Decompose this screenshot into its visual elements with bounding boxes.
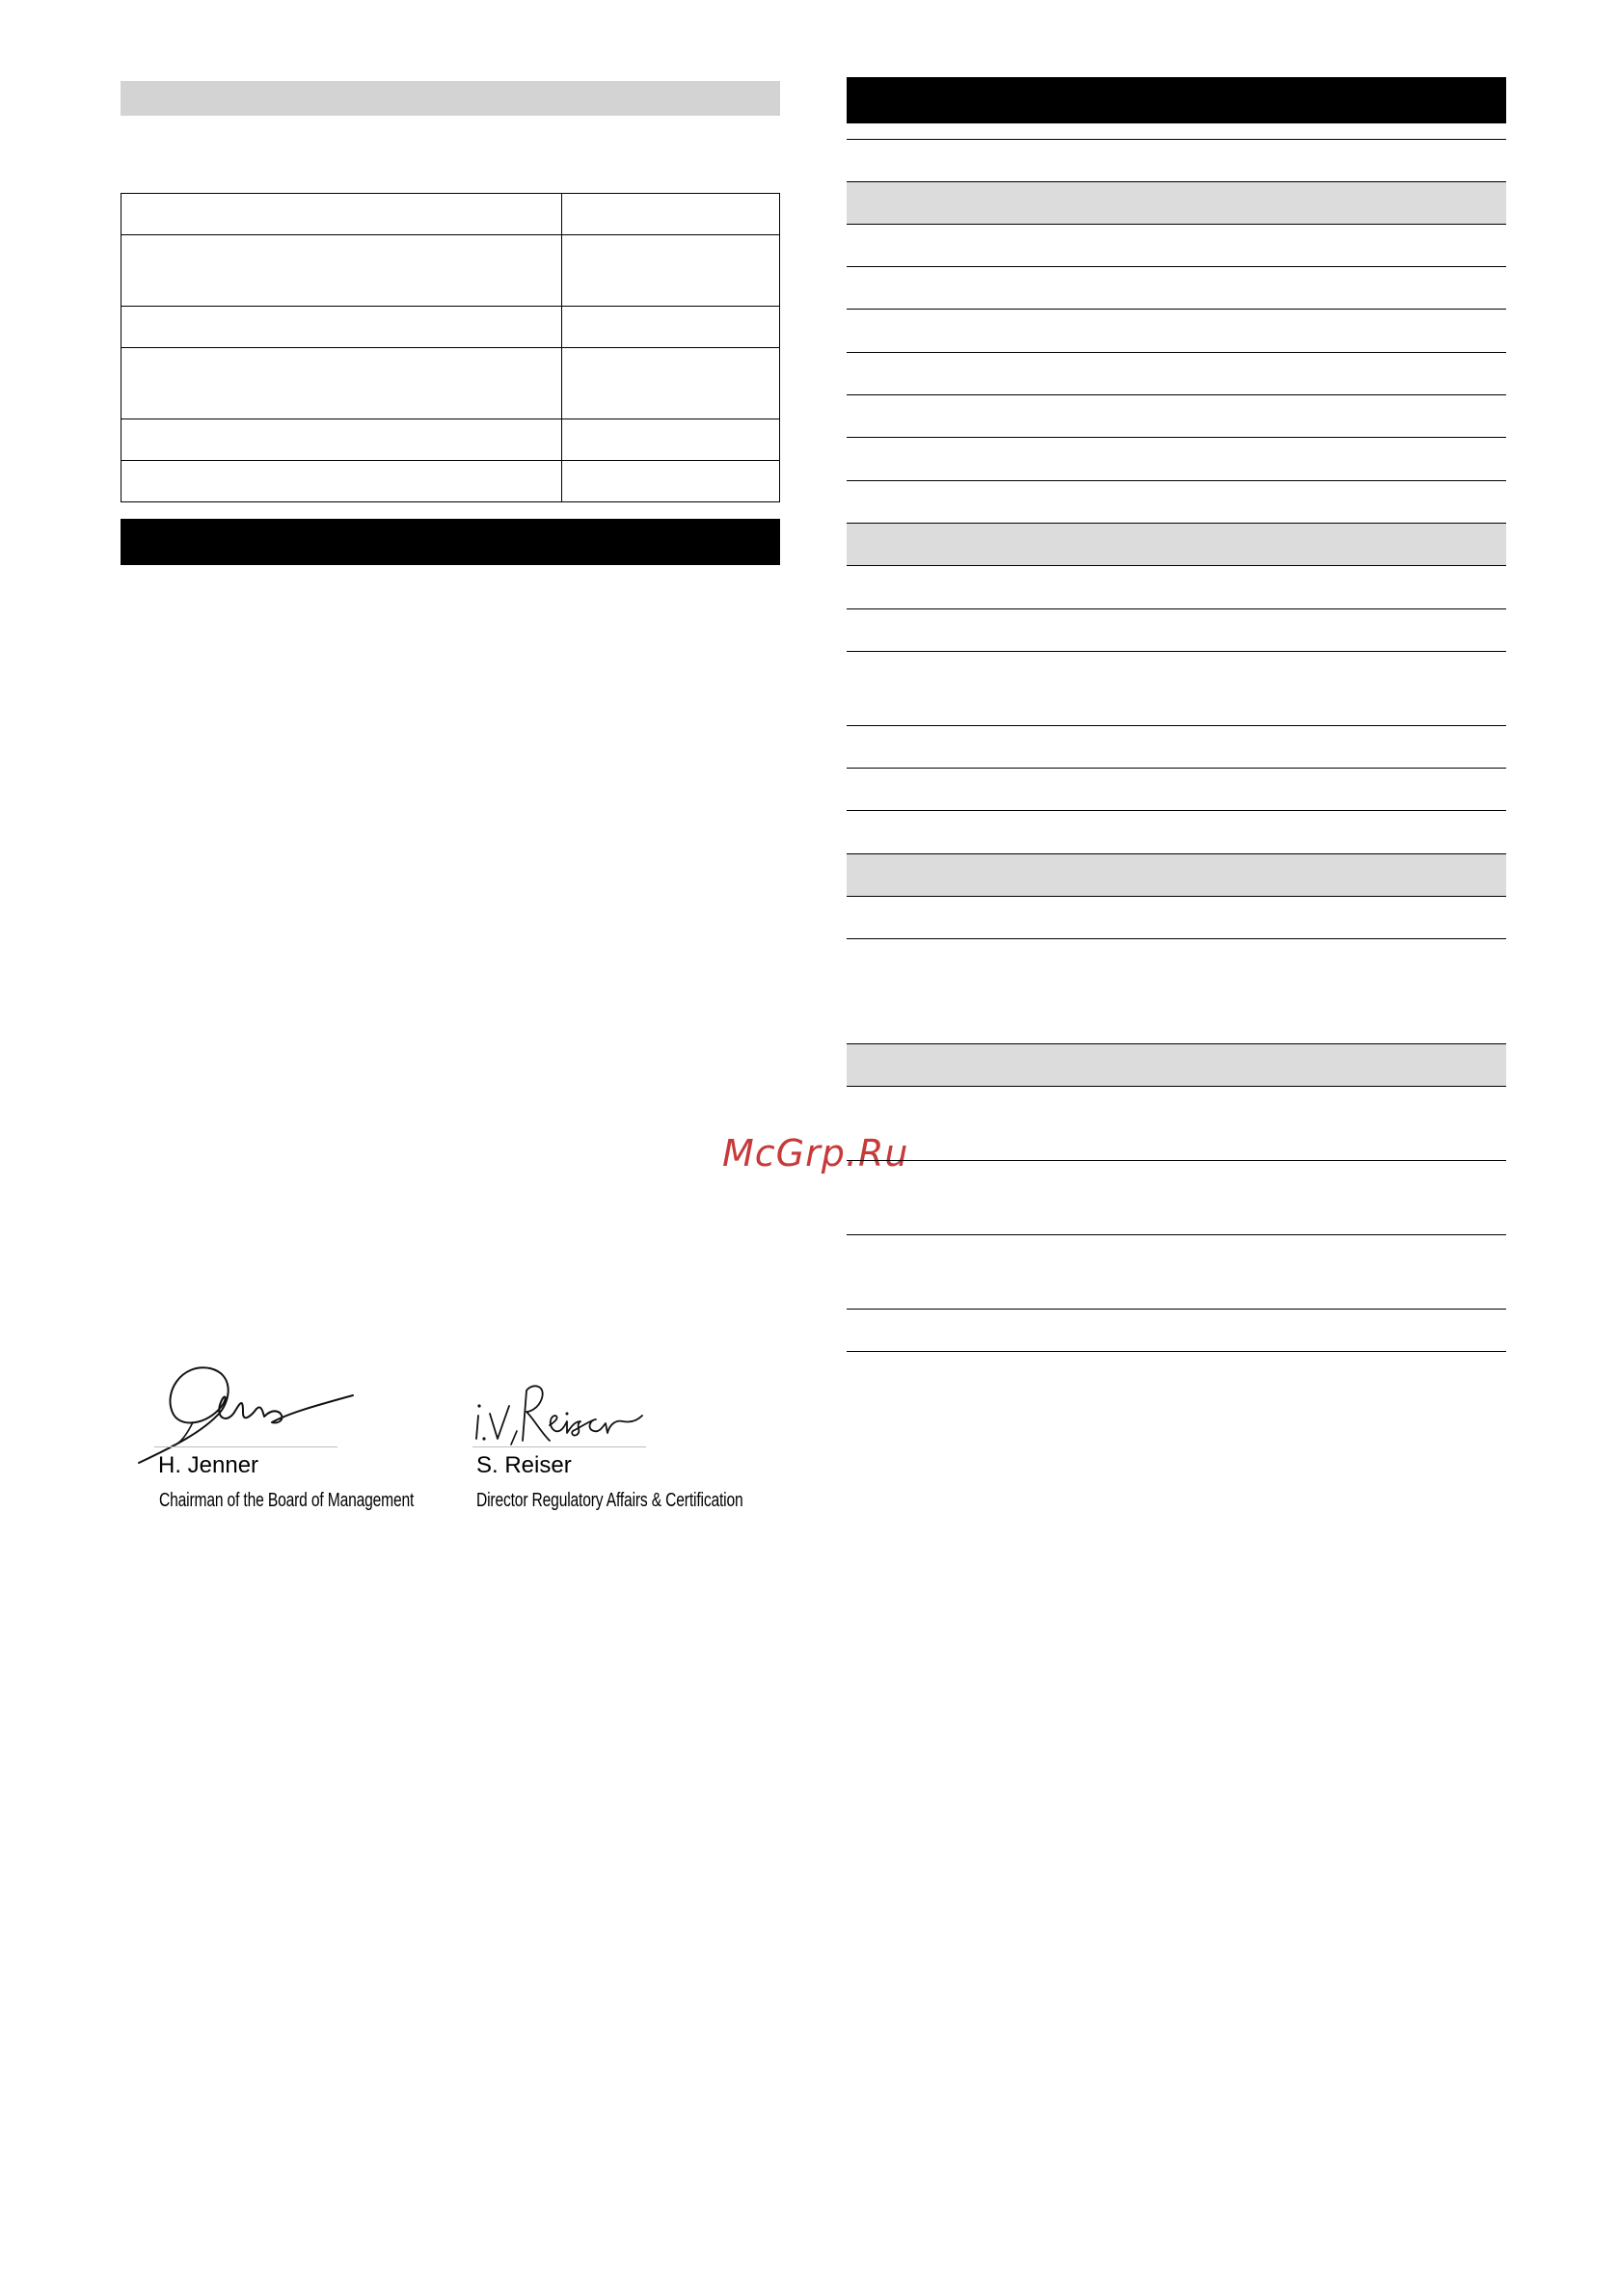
table-row-divider xyxy=(847,309,1506,310)
table-row xyxy=(121,194,780,235)
table-row-divider xyxy=(847,1234,1506,1235)
table-section-header xyxy=(847,853,1506,896)
table-cell-value xyxy=(562,235,780,307)
table-section-header xyxy=(847,1043,1506,1086)
table-row-divider xyxy=(847,651,1506,652)
right-data-table xyxy=(847,77,1506,1350)
table-row-divider xyxy=(847,181,1506,182)
table-row xyxy=(121,307,780,348)
table-cell-label xyxy=(121,307,562,348)
table-section-header xyxy=(847,181,1506,224)
table-row-divider xyxy=(847,1043,1506,1044)
table-row-divider xyxy=(847,565,1506,566)
left-data-table xyxy=(121,193,780,502)
table-section-header xyxy=(847,523,1506,565)
table-cell-label xyxy=(121,348,562,419)
table-row xyxy=(121,419,780,461)
table-row-divider xyxy=(847,224,1506,225)
table-row-divider xyxy=(847,768,1506,769)
table-row-divider xyxy=(847,810,1506,811)
table-row-divider xyxy=(847,1351,1506,1352)
table-row-divider xyxy=(847,938,1506,939)
watermark-text: McGrp.Ru xyxy=(722,1132,909,1175)
table-row-divider xyxy=(847,523,1506,524)
table-cell-value xyxy=(562,461,780,502)
table-row-divider xyxy=(847,896,1506,897)
table-row-divider xyxy=(847,1309,1506,1310)
handwritten-signature-jenner-icon xyxy=(135,1355,366,1466)
table-cell-label xyxy=(121,235,562,307)
signature-line xyxy=(472,1446,646,1447)
signatory-title: Chairman of the Board of Management xyxy=(159,1490,415,1511)
table-row-divider xyxy=(847,1086,1506,1087)
table-row xyxy=(121,235,780,307)
table-row-divider xyxy=(847,352,1506,353)
table-cell-label xyxy=(121,194,562,235)
table-row-divider xyxy=(847,139,1506,140)
signatory-title: Director Regulatory Affairs & Certification xyxy=(476,1490,743,1511)
table-cell-value xyxy=(562,307,780,348)
table-row-divider xyxy=(847,266,1506,267)
left-section-black-header xyxy=(121,519,780,565)
table-row-divider xyxy=(847,1160,1506,1161)
table-row-divider xyxy=(847,437,1506,438)
table-row-divider xyxy=(847,394,1506,395)
table-cell-value xyxy=(562,348,780,419)
table-row xyxy=(121,348,780,419)
table-row-divider xyxy=(847,725,1506,726)
table-cell-value xyxy=(562,194,780,235)
handwritten-signature-reiser-icon xyxy=(472,1377,646,1454)
table-row xyxy=(121,461,780,502)
signature-line xyxy=(154,1446,337,1447)
table-cell-label xyxy=(121,419,562,461)
right-section-black-header xyxy=(847,77,1506,123)
signatory-name: H. Jenner xyxy=(158,1452,259,1478)
table-row-divider xyxy=(847,480,1506,481)
signatory-name: S. Reiser xyxy=(476,1452,572,1478)
table-cell-value xyxy=(562,419,780,461)
left-section-gray-bar xyxy=(121,81,780,116)
table-row-divider xyxy=(847,853,1506,854)
table-row-divider xyxy=(847,608,1506,609)
table-cell-label xyxy=(121,461,562,502)
